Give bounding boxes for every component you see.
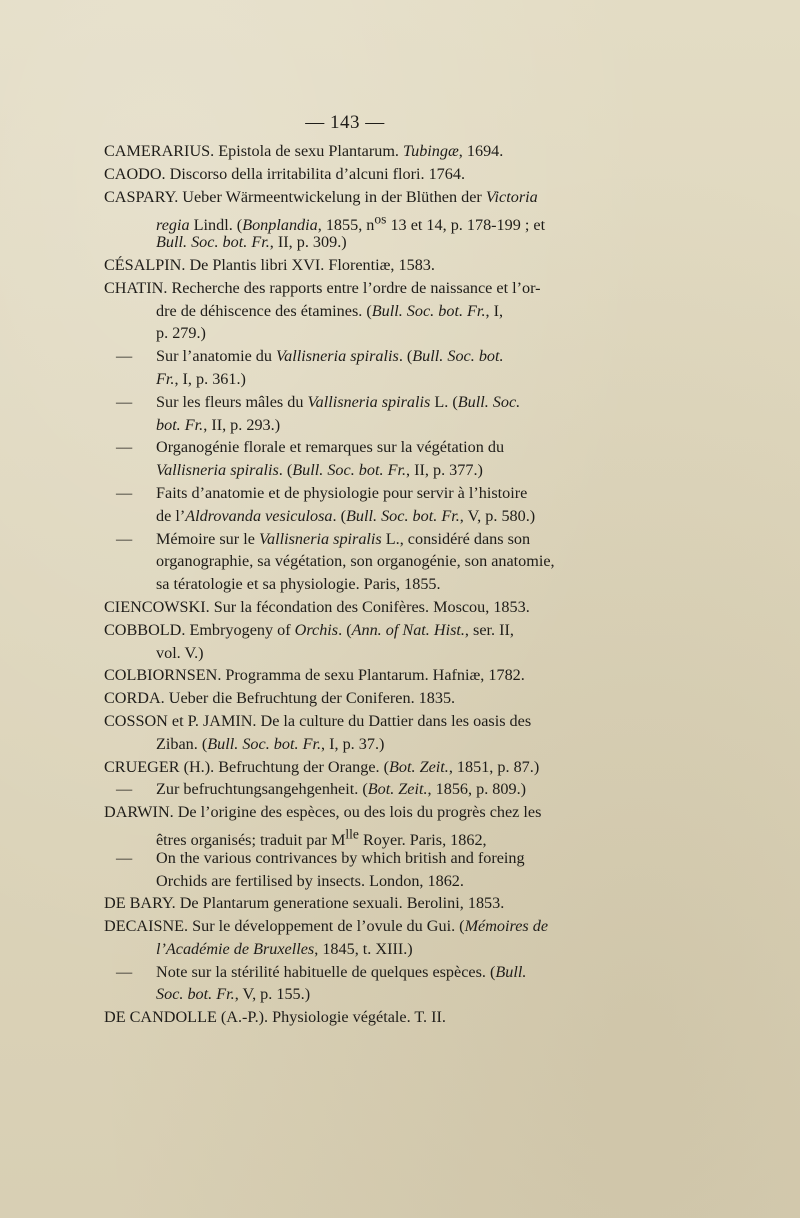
bibliography-entry xyxy=(104,186,604,209)
entry-text: CASPARY. Ueber Wärmeentwickelung in der Blüthen der Victoria xyxy=(104,187,538,206)
ditto-dash: — xyxy=(116,848,133,867)
bibliography-continuation xyxy=(104,208,604,234)
bibliography-entry xyxy=(104,801,604,824)
bibliography-subentry xyxy=(104,436,604,459)
bibliography-entry xyxy=(104,710,604,733)
bibliography-entry xyxy=(104,140,604,163)
bibliography-continuation xyxy=(104,459,604,482)
entry-text: l’Académie de Bruxelles, 1845, t. XIII.) xyxy=(156,939,413,958)
entry-text: CÉSALPIN. De Plantis libri XVI. Florentiæ, 1583. xyxy=(104,255,435,274)
bibliography-subentry xyxy=(104,345,604,368)
entry-text: COLBIORNSEN. Programma de sexu Plantarum. Hafniæ, 1782. xyxy=(104,666,525,685)
entry-text: Orchids are fertilised by insects. London, 1862. xyxy=(156,871,464,890)
bibliography-subentry xyxy=(104,482,604,505)
entry-text: CAMERARIUS. Epistola de sexu Plantarum. Tubingæ, 1694. xyxy=(104,142,504,160)
bibliography-continuation xyxy=(104,870,604,893)
entry-text: COSSON et P. JAMIN. De la culture du Dattier dans les oasis des xyxy=(104,711,532,730)
entry-text: Organogénie florale et remarques sur la végétation du xyxy=(156,438,505,457)
page-number: — 143 — xyxy=(305,112,385,133)
entry-text: Sur l’anatomie du Vallisneria spiralis. (Bull. Soc. bot. xyxy=(156,347,504,366)
entry-text: Zur befruchtungsangehgenheit. (Bot. Zeit., 1856, p. 809.) xyxy=(156,780,526,799)
bibliography-continuation xyxy=(104,368,604,391)
entry-text: DE BARY. De Plantarum generatione sexuali. Berolini, 1853. xyxy=(104,894,505,913)
entry-text: vol. V.) xyxy=(156,643,204,662)
entry-text: DE CANDOLLE (A.-P.). Physiologie végétale. T. II. xyxy=(104,1008,446,1027)
entry-text: bot. Fr., II, p. 293.) xyxy=(156,415,281,434)
bibliography-continuation xyxy=(104,550,604,573)
ditto-dash: — xyxy=(116,962,133,981)
bibliography-continuation xyxy=(104,300,604,323)
bibliography-entry xyxy=(104,756,604,779)
bibliography-subentry xyxy=(104,778,604,801)
entry-text: sa tératologie et sa physiologie. Paris, 1855. xyxy=(156,575,441,594)
bibliography-entry xyxy=(104,163,604,186)
entry-text: CAODO. Discorso della irritabilita d’alcuni flori. 1764. xyxy=(104,164,465,183)
bibliography-subentry xyxy=(104,391,604,414)
entry-text: DARWIN. De l’origine des espèces, ou des lois du progrès chez les xyxy=(104,803,542,822)
entry-text: COBBOLD. Embryogeny of Orchis. (Ann. of Nat. Hist., ser. II, xyxy=(104,620,514,639)
entry-text: regia Lindl. (Bonplandia, 1855, $n^{os}$ 13 et 14, p. 178-199 ; et xyxy=(156,211,546,234)
bibliography-continuation xyxy=(104,642,604,665)
ditto-dash: — xyxy=(116,347,133,366)
entry-text: DECAISNE. Sur le développement de l’ovule du Gui. (Mémoires de xyxy=(104,917,549,936)
entry-text: êtres organisés; traduit par $M^{lle}$ Royer. Paris, 1862, xyxy=(156,826,487,850)
entry-text: CORDA. Ueber die Befruchtung der Coniferen. 1835. xyxy=(104,689,456,708)
entry-text: Bull. Soc. bot. Fr., II, p. 309.) xyxy=(156,233,347,252)
bibliography-continuation xyxy=(104,505,604,528)
bibliography-entry xyxy=(104,664,604,687)
bibliography-entry xyxy=(104,619,604,642)
entry-text: On the various contrivances by which british and foreing xyxy=(156,848,525,867)
entry-text: Sur les fleurs mâles du Vallisneria spiralis L. (Bull. Soc. xyxy=(156,392,521,411)
bibliography-entry xyxy=(104,254,604,277)
entry-text: p. 279.) xyxy=(156,324,206,343)
bibliography-continuation xyxy=(104,824,604,850)
bibliography-entry xyxy=(104,596,604,619)
bibliography-subentry xyxy=(104,847,604,870)
bibliography-subentry xyxy=(104,528,604,551)
bibliography-entry xyxy=(104,915,604,938)
entry-text: CRUEGER (H.). Befruchtung der Orange. (Bot. Zeit., 1851, p. 87.) xyxy=(104,757,540,776)
bibliography-continuation xyxy=(104,414,604,437)
bibliography-entry xyxy=(104,277,604,300)
bibliography-continuation xyxy=(104,983,604,1006)
entry-text: Vallisneria spiralis. (Bull. Soc. bot. Fr., II, p. 377.) xyxy=(156,461,483,480)
bibliography-subentry xyxy=(104,961,604,984)
bibliography-continuation xyxy=(104,231,604,254)
entry-text: CHATIN. Recherche des rapports entre l’ordre de naissance et l’or- xyxy=(104,278,541,297)
bibliography-continuation xyxy=(104,938,604,961)
ditto-dash: — xyxy=(116,529,133,548)
bibliography-continuation xyxy=(104,573,604,596)
ditto-dash: — xyxy=(116,780,133,799)
bibliography-entry xyxy=(104,1006,604,1029)
ditto-dash: — xyxy=(116,392,133,411)
entry-text: organographie, sa végétation, son organogénie, son anatomie, xyxy=(156,552,555,571)
entry-text: Mémoire sur le Vallisneria spiralis L., considéré dans son xyxy=(156,529,531,548)
bibliography-entry xyxy=(104,687,604,710)
entry-text: dre de déhiscence des étamines. (Bull. Soc. bot. Fr., I, xyxy=(156,301,504,320)
ditto-dash: — xyxy=(116,438,133,457)
bibliography-continuation xyxy=(104,322,604,345)
entry-text: Soc. bot. Fr., V, p. 155.) xyxy=(156,985,311,1004)
entry-text: Ziban. (Bull. Soc. bot. Fr., I, p. 37.) xyxy=(156,734,385,753)
entry-text: CIENCOWSKI. Sur la fécondation des Conifères. Moscou, 1853. xyxy=(104,597,530,616)
entry-text: de l’Aldrovanda vesiculosa. (Bull. Soc. bot. Fr., V, p. 580.) xyxy=(156,506,536,525)
ditto-dash: — xyxy=(116,483,133,502)
bibliography-list xyxy=(104,140,604,1029)
entry-text: Fr., I, p. 361.) xyxy=(156,369,246,388)
entry-text: Faits d’anatomie et de physiologie pour servir à l’histoire xyxy=(156,483,528,502)
bibliography-continuation xyxy=(104,733,604,756)
bibliography-entry xyxy=(104,892,604,915)
entry-text: Note sur la stérilité habituelle de quelques espèces. (Bull. xyxy=(156,962,527,981)
